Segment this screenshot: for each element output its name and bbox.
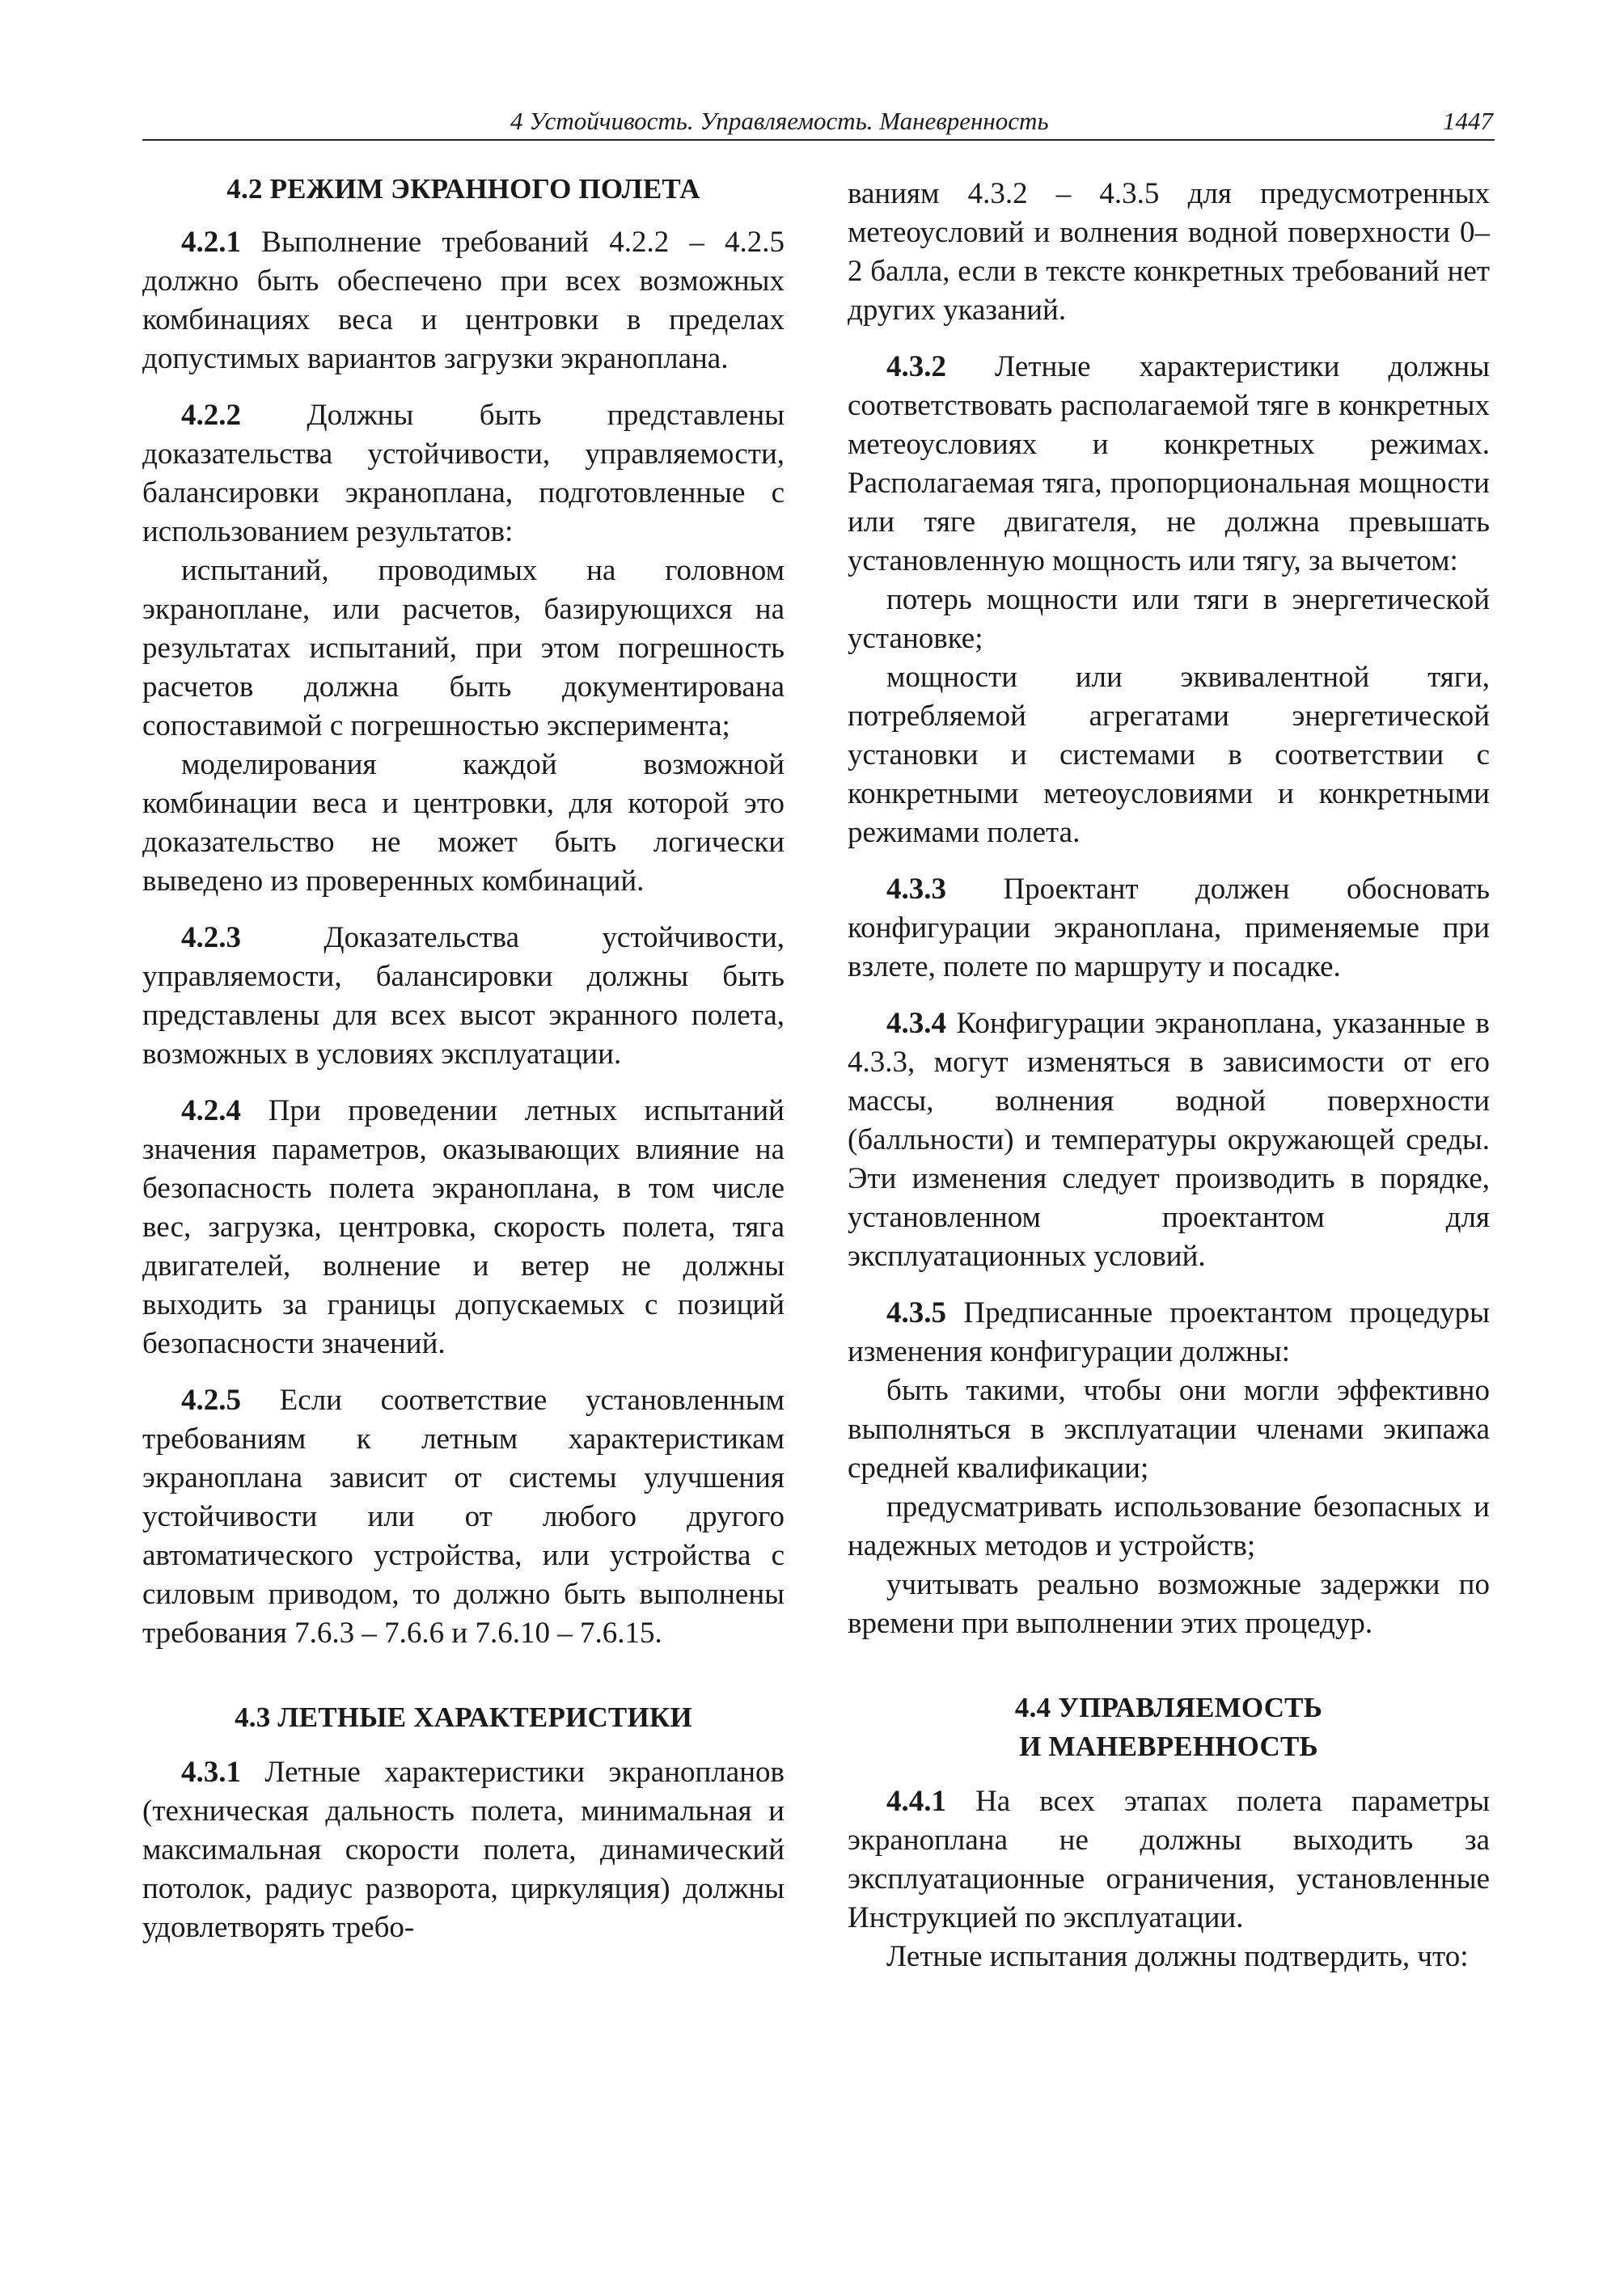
heading-line: 4.4 УПРАВЛЯЕМОСТЬ: [1014, 1692, 1323, 1723]
clause-number: 4.2.4: [181, 1094, 241, 1127]
paragraph-4-3-1: [142, 1753, 785, 1947]
paragraph-4-3-5: [848, 1294, 1490, 1372]
clause-number: 4.3.2: [886, 350, 946, 383]
list-item: мощности или эквивалентной тяги, потребляемой агрегатами энергетической установки и системами в соответствии с конкретными метеоусловиями и конкретными режимами полета.: [848, 661, 1490, 849]
clause-number: 4.2.2: [181, 399, 241, 432]
page-number: 1447: [1443, 107, 1493, 135]
clause-number: 4.3.3: [886, 873, 946, 906]
list-item: испытаний, проводимых на головном экраноплане, или расчетов, базирующихся на результатах испытаний, при этом погрешность расчетов должна быть документирована сопоставимой с погрешностью эксперимента;: [142, 554, 785, 742]
paragraph-text: Должны быть представлены доказательства устойчивости, управляемости, балансировки экраноплана, подготовленные с использованием результатов:: [142, 399, 785, 548]
list-item: быть такими, чтобы они могли эффективно выполняться в эксплуатации членами экипажа средней квалификации;: [848, 1374, 1490, 1485]
paragraph-text: Предписанные проектантом процедуры изменения конфигурации должны:: [848, 1296, 1490, 1368]
clause-number: 4.3.5: [886, 1296, 946, 1329]
paragraph-4-2-3: [142, 919, 785, 1074]
paragraph-text: Если соответствие установленным требованиям к летным характеристикам экраноплана зависит от системы улучшения устойчивости или от любого другого автоматического устройства, или устройства с силовым приводом, то должно быть выполнены требования 7.6.3 – 7.6.6 и 7.6.10 – 7.6.15.: [142, 1384, 785, 1650]
paragraph-text: Доказательства устойчивости, управляемости, балансировки должны быть представлены для всех высот экранного полета, возможных в условиях эксплуатации.: [142, 921, 785, 1071]
paragraph-text: Летные характеристики должны соответствовать располагаемой тяге в конкретных метеоусловиях и конкретных режимах. Располагаемая тяга, пропорциональная мощности или тяге двигателя, не должна превышать установленную мощность или тягу, за вычетом:: [848, 350, 1490, 577]
paragraph-4-2-2: [142, 396, 785, 552]
left-column: [142, 170, 785, 1947]
clause-number: 4.2.3: [181, 921, 241, 954]
paragraph-4-2-4: [142, 1092, 785, 1363]
heading-4-4: [848, 1689, 1490, 1766]
heading-line: И МАНЕВРЕННОСТЬ: [1019, 1731, 1318, 1762]
clause-number: 4.2.1: [181, 226, 241, 259]
paragraph-4-3-3: [848, 870, 1490, 987]
running-header: [142, 104, 1495, 141]
clause-number: 4.2.5: [181, 1384, 241, 1417]
clause-number: 4.4.1: [886, 1785, 946, 1818]
paragraph-4-3-2: [848, 348, 1490, 581]
paragraph-text: Летные характеристики экранопланов (техническая дальность полета, минимальная и максимальная скорости полета, динамический потолок, радиус разворота, циркуляция) должны удовлетворять требо-: [142, 1756, 785, 1944]
paragraph-text: Летные испытания должны подтвердить, что:: [886, 1940, 1469, 1973]
heading-4-2: 4.2 РЕЖИМ ЭКРАННОГО ПОЛЕТА: [226, 173, 700, 205]
paragraph-text: Проектант должен обосновать конфигурации экраноплана, применяемые при взлете, полете по маршруту и посадке.: [848, 873, 1490, 983]
paragraph-text: На всех этапах полета параметры экраноплана не должны выходить за эксплуатационные ограничения, установленные Инструкцией по эксплуатации.: [848, 1785, 1490, 1934]
right-column: [848, 175, 1490, 1976]
list-item: учитывать реально возможные задержки по времени при выполнении этих процедур.: [848, 1568, 1490, 1640]
paragraph-text: Выполнение требований 4.2.2 – 4.2.5 должно быть обеспечено при всех возможных комбинациях веса и центровки в пределах допустимых вариантов загрузки экраноплана.: [142, 226, 785, 375]
paragraph-4-3-1-continued: ваниям 4.3.2 – 4.3.5 для предусмотренных метеоусловий и волнения водной поверхности 0–2 балла, если в тексте конкретных требований нет других указаний.: [848, 177, 1490, 327]
clause-number: 4.3.1: [181, 1756, 241, 1789]
paragraph-4-2-5: [142, 1381, 785, 1653]
paragraph-text: Конфигурации экраноплана, указанные в 4.3.3, могут изменяться в зависимости от его массы, волнения водной поверхности (балльности) и температуры окружающей среды. Эти изменения следует производить в порядке, установленном проектантом для эксплуатационных условий.: [848, 1007, 1490, 1273]
header-title: 4 Устойчивость. Управляемость. Маневренность: [510, 107, 1049, 135]
paragraph-4-2-1: [142, 223, 785, 378]
list-item: моделирования каждой возможной комбинации веса и центровки, для которой это доказательство не может быть логически выведено из проверенных комбинаций.: [142, 748, 785, 898]
heading-4-3: 4.3 ЛЕТНЫЕ ХАРАКТЕРИСТИКИ: [235, 1701, 692, 1733]
clause-number: 4.3.4: [886, 1007, 946, 1040]
paragraph-text: При проведении летных испытаний значения параметров, оказывающих влияние на безопасность полета экраноплана, в том числе вес, загрузка, центровка, скорость полета, тяга двигателей, волнение и ветер не должны выходить за границы допускаемых с позиций безопасности значений.: [142, 1094, 785, 1360]
paragraph-4-3-4: [848, 1004, 1490, 1276]
list-item: потерь мощности или тяги в энергетической установке;: [848, 583, 1490, 655]
paragraph-4-4-1: [848, 1782, 1490, 1938]
list-item: предусматривать использование безопасных и надежных методов и устройств;: [848, 1490, 1490, 1562]
